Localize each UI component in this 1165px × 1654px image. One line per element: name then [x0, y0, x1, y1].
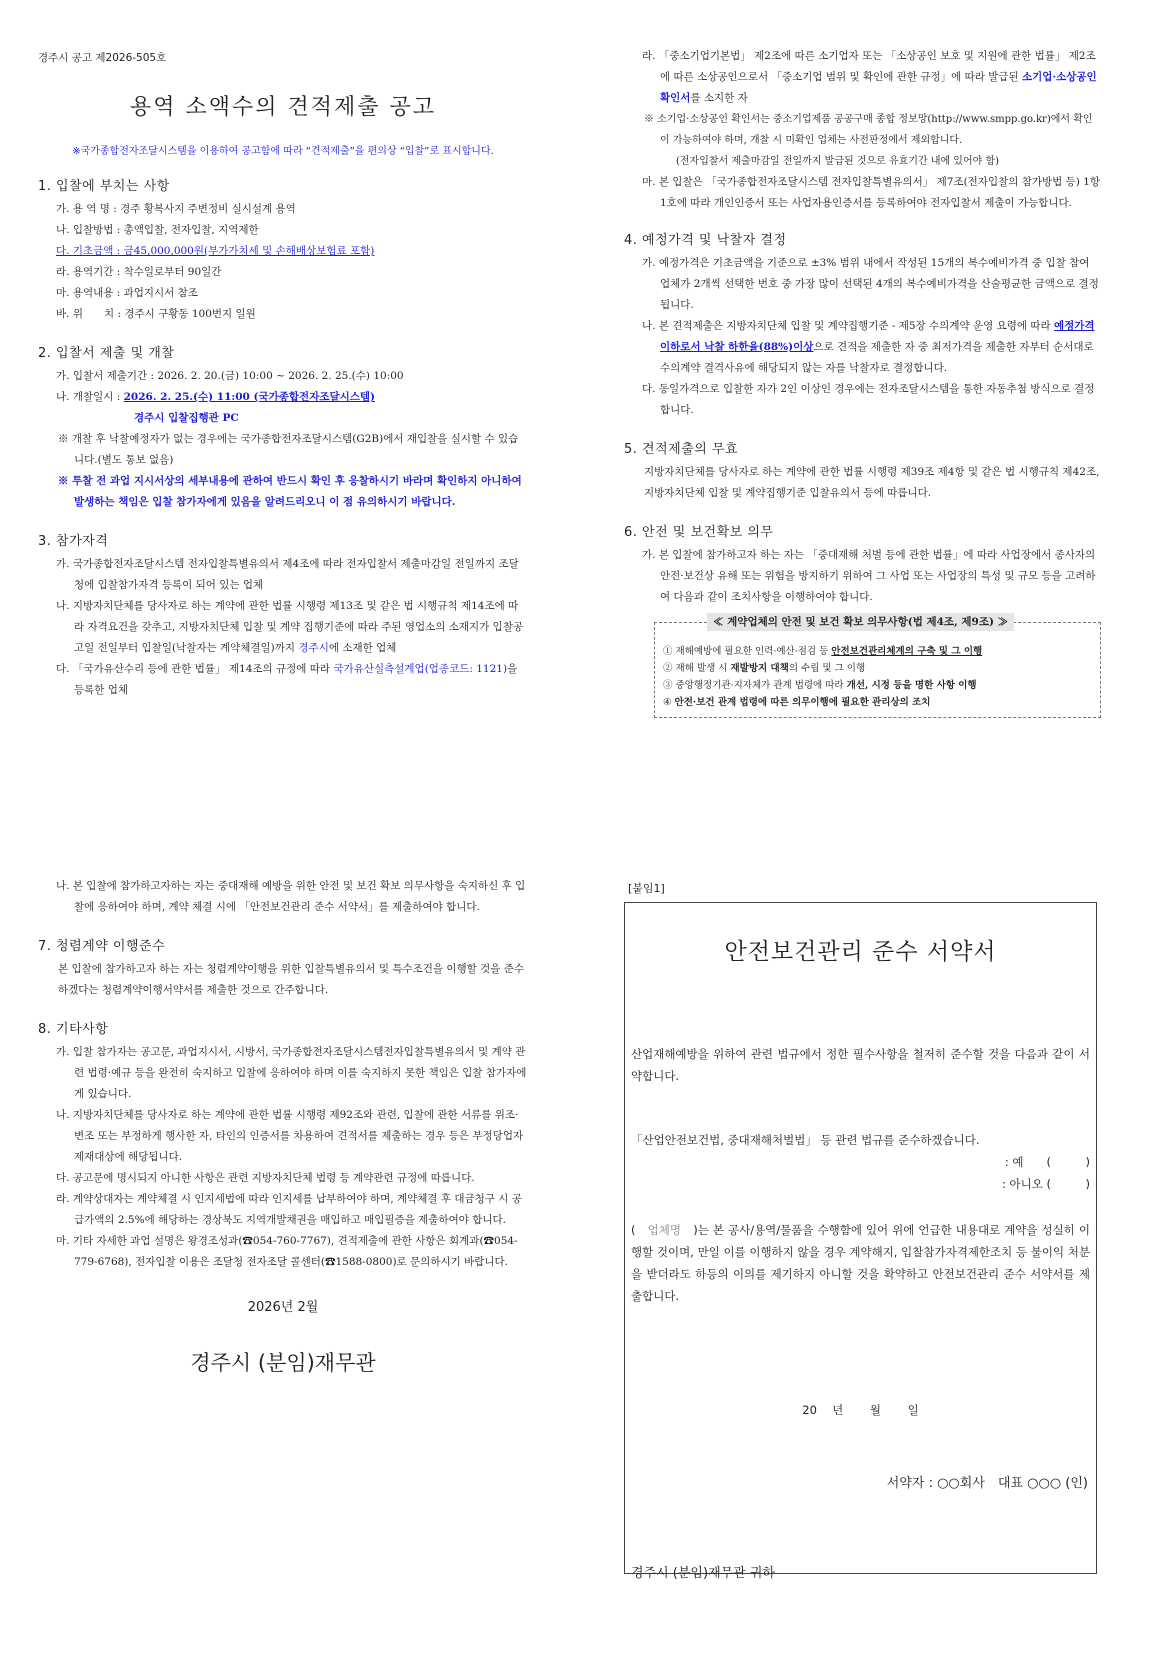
safety-item-emphasis: 안전보건관리체계의 구축 및 그 이행 [831, 646, 983, 657]
section-3-heading: 3. 참가자격 [38, 534, 109, 549]
s2-note-rebid: ※ 개찰 후 낙찰예정자가 없는 경우에는 국가종합전자조달시스템(G2B)에서 재입찰을 실시할 수 있습니다.(별도 통보 없음) [58, 433, 519, 466]
s2-opening-datetime: 2026. 2. 25.(수) 11:00 (국가종합전자조달시스템) [123, 391, 376, 403]
pledge-recipient: 경주시 (분임)재무관 귀하 [631, 1566, 775, 1581]
s3-small-business-cert: 소기업·소상공인확인서 [660, 71, 1097, 104]
pledge-option-no[interactable]: : 아니오 ( ) [1002, 1177, 1090, 1191]
pledge-form-title: 안전보건관리 준수 서약서 [724, 939, 997, 965]
s6-item-obligation: 가. 본 입찰에 참가하고자 하는 자는 「중대재해 처벌 등에 관한 법률」에 따라 사업장에서 종사자의 안전·보건상 유해 또는 위험을 방지하기 위하여 그 사업 또는 사업장의 특성 및 규모 등을 고려하여 다음과 같이 조치사항을 이행하여야 합니다. [642, 549, 1096, 603]
safety-obligation-title: ≪ 계약업체의 안전 및 보건 확보 의무사항(법 제4조, 제9조) ≫ [707, 613, 1014, 631]
s8-item: 마. 기타 자세한 과업 설명은 왕경조성과(☎054-760-7767), 견적제출에 관한 사항은 회계과(☎054-779-6768), 전자입찰 이용은 조달청 전자조달 콜센터(☎1588-0800)로 문의하시기 바랍니다. [56, 1235, 518, 1268]
s3-small-business-validity: (전자입찰서 제출마감일 전일까지 발급된 것으로 유효기간 내에 있어야 함) [676, 156, 1000, 167]
section-4-heading: 4. 예정가격 및 낙찰자 결정 [624, 233, 787, 248]
s3-item-certificate: 마. 본 입찰은 「국가종합전자조달시스템 전자입찰특별유의서」 제7조(전자입찰의 참가방법 등) 1항 1호에 따라 개인인증서 또는 사업자용인증서를 등록하여야 전자입찰서 제출이 가능합니다. [642, 176, 1101, 209]
s8-item: 다. 공고문에 명시되지 아니한 사항은 관련 지방자치단체 법령 등 계약관련 규정에 따릅니다. [56, 1172, 475, 1184]
section-1-heading: 1. 입찰에 부치는 사항 [38, 179, 170, 194]
s4-item-estimated-price: 가. 예정가격은 기초금액을 기준으로 ±3% 범위 내에서 작성된 15개의 복수예비가격 중 입찰 참여 업체가 2개씩 선택한 번호 중 가장 많이 선택된 4개의 복수예비가격을 산술평균한 금액으로 결정됩니다. [642, 257, 1099, 311]
notice-date: 2026년 2월 [247, 1300, 319, 1315]
s3-item-license-text: 다. 「국가유산수리 등에 관한 법률」 제14조의 규정에 따라 [56, 663, 334, 675]
safety-item [663, 643, 1092, 660]
safety-item [663, 694, 1092, 711]
section-5-heading: 5. 견적제출의 무효 [624, 442, 739, 457]
pledge-form [624, 902, 1097, 1581]
company-name-field[interactable]: 업체명 [647, 1223, 682, 1237]
notice-number: 경주시 공고 제2026-505호 [38, 52, 167, 64]
s3-small-business-text: 라. 「중소기업기본법」 제2조에 따른 소기업자 또는 「소상공인 보호 및 지원에 관한 법률」 제2조에 따른 소상공인으로서 「중소기업 범위 및 확인에 관한 규정」에 따라 발급된 [642, 50, 1096, 83]
s1-item-content: 마. 용역내용 : 과업지시서 참조 [56, 287, 198, 299]
safety-item-emphasis: 개선, 시정 등을 명한 사항 이행 [846, 680, 977, 691]
s4-item-tie: 다. 동일가격으로 입찰한 자가 2인 이상인 경우에는 전자조달시스템을 통한 자동추첨 방식으로 결정합니다. [642, 383, 1095, 416]
safety-item [663, 677, 1092, 694]
safety-item-tail: 의 수립 및 그 이행 [788, 663, 866, 674]
s1-item-method: 나. 입찰방법 : 총액입찰, 전자입찰, 지역제한 [56, 224, 259, 236]
s4-item-award [624, 316, 1101, 379]
pledge-option-yes[interactable]: : 예 ( ) [1004, 1155, 1090, 1169]
section-6-heading: 6. 안전 및 보건확보 의무 [624, 525, 774, 540]
s2-opening-prefix: 나. 개찰일시 : [56, 391, 124, 403]
issuer: 경주시 (분임)재무관 [190, 1351, 376, 1375]
s7-body: 본 입찰에 참가하고자 하는 자는 청렴계약이행을 위한 입찰특별유의서 및 특수조건을 이행할 것을 준수하겠다는 청렴계약이행서약서를 제출한 것으로 간주합니다. [58, 963, 525, 996]
s8-item: 나. 지방자치단체를 당사자로 하는 계약에 관한 법률 시행령 제92조와 관련, 입찰에 관한 서류를 위조·변조 또는 부정하게 행사한 자, 타인의 인증서를 차용하여 견적서를 제출하는 경우 등은 부정당업자 제재대상에 해당됩니다. [56, 1109, 524, 1163]
s3-item-small-business [624, 46, 1101, 109]
page-title: 용역 소액수의 견적제출 공고 [129, 95, 436, 120]
s3-item-license-type: 국가유산실측설계업(업종코드: 1121) [333, 663, 508, 675]
s2-submission-period: 가. 입찰서 제출기간 : 2026. 2. 20.(금) 10:00 ~ 2026. 2. 25.(수) 10:00 [56, 370, 404, 382]
safety-item-text: ④ [663, 697, 675, 708]
safety-item-text: ③ 중앙행정기관·지자체가 관계 법령에 따라 [663, 680, 847, 691]
s3-item-location-tail: 에 소재한 업체 [328, 642, 397, 654]
s3-item-location-city: 경주시 [298, 642, 329, 654]
left-bottom-column [38, 876, 528, 1378]
left-top-column [38, 48, 528, 701]
s3-item-location [38, 596, 528, 659]
s4-award-rate: 예정가격 이하로서 낙찰 하한율(88%)이상 [660, 320, 1095, 353]
s2-note-caution: ※ 투찰 전 과업 지시서상의 세부내용에 관하여 반드시 확인 후 응찰하시기 바라며 확인하지 아니하여 발생하는 책임은 입찰 참가자에게 있음을 알려드리오니 이 점 유의하시기 바랍니다. [58, 475, 522, 508]
pledge-date: 20 년 월 일 [802, 1403, 919, 1417]
s3-item-license [38, 659, 528, 701]
pledge-paren-open: ( [631, 1223, 648, 1237]
safety-item [663, 660, 1092, 677]
pledge-para-3 [631, 1219, 1090, 1307]
s2-opening-place: 경주시 입찰집행관 PC [134, 412, 239, 424]
s8-item: 가. 입찰 참가자는 공고문, 과업지시서, 시방서, 국가종합전자조달시스템전자입찰특별유의서 및 계약 관련 법령·예규 등을 완전히 숙지하고 입찰에 응하여야 하며 이를 숙지하지 못한 책임은 입찰 참가자에게 있습니다. [56, 1046, 527, 1100]
s3-item-license-tail: 을 등록한 업체 [74, 663, 518, 696]
s8-item: 라. 계약상대자는 계약체결 시 인지세법에 따라 인지세를 납부하여야 하며, 계약체결 후 대금청구 시 공급가액의 2.5%에 해당하는 경상북도 지역개발채권을 매입하고 매입필증을 제출하여야 합니다. [56, 1193, 522, 1226]
section-7-heading: 7. 청렴계약 이행준수 [38, 939, 166, 954]
pledge-para-2: 「산업안전보건법, 중대재해처벌법」 등 관련 법규를 준수하겠습니다. [631, 1133, 980, 1147]
pledge-para-3-text: )는 본 공사/용역/물품을 수행함에 있어 위에 언급한 내용대로 계약을 성실히 이행할 것이며, 만일 이를 이행하지 않을 경우 계약해지, 입찰참가자격제한조치 등 불이익 처분을 받더라도 하등의 이의를 제기하지 아니할 것을 확약하고 안전보건관리 준수 서약서를 제출합니다. [631, 1223, 1090, 1303]
section-8-heading: 8. 기타사항 [38, 1022, 109, 1037]
safety-item-text: ① 재해예방에 필요한 인력·예산·점검 등 [663, 646, 832, 657]
s4-award-text: 나. 본 견적제출은 지방자치단체 입찰 및 계약집행기준 - 제5장 수의계약 운영 요령에 따라 [642, 320, 1054, 332]
s3-item-location-text: 나. 지방자치단체를 당사자로 하는 계약에 관한 법률 시행령 제13조 및 같은 법 시행규칙 제14조에 따라 자격요건을 갖추고, 지방자치단체 입찰 및 계약 집행기준에 따라 주된 영업소의 소재지가 입찰공고일 전일부터 입찰일(낙찰자는 계약체결일)까지 [56, 600, 524, 654]
section-2-heading: 2. 입찰서 제출 및 개찰 [38, 346, 175, 361]
s3-small-business-note: ※ 소기업·소상공인 확인서는 중소기업제품 공공구매 종합 정보망(http://www.smpp.go.kr)에서 확인이 가능하여야 하며, 개찰 시 미확인 업체는 사전판정에서 제외합니다. [644, 114, 1093, 146]
s6-item-pledge: 나. 본 입찰에 참가하고자하는 자는 중대재해 예방을 위한 안전 및 보건 확보 의무사항을 숙지하신 후 입찰에 응하여야 하며, 계약 체결 시에 「안전보건관리 준수 서약서」를 제출하여야 합니다. [56, 880, 526, 913]
safety-obligation-box [654, 616, 1101, 718]
right-top-column [624, 46, 1101, 718]
safety-item-text: ② 재해 발생 시 [663, 663, 731, 674]
s1-item-base-amount: 다. 기초금액 : 금45,000,000원(부가가치세 및 손해배상보험료 포함) [56, 245, 375, 257]
notice-banner: ※국가종합전자조달시스템을 이용하여 공고함에 따라 “견적제출”을 편의상 “입찰”로 표시합니다. [72, 146, 494, 157]
s2-opening [38, 387, 528, 408]
pledge-signer: 서약자 : ○○회사 대표 ○○○ (인) [886, 1476, 1088, 1491]
s1-item-name: 가. 용 역 명 : 경주 황복사지 주변정비 실시설계 용역 [56, 203, 296, 215]
safety-item-emphasis: 안전·보건 관계 법령에 따른 의무이행에 필요한 관리상의 조치 [674, 697, 931, 708]
s5-body: 지방자치단체를 당사자로 하는 계약에 관한 법률 시행령 제39조 제4항 및 같은 법 시행규칙 제42조, 지방자치단체 입찰 및 계약집행기준 입찰유의서 등에 따릅니다. [644, 466, 1100, 499]
s4-award-tail: 으로 견적을 제출한 자 중 최저가격을 제출한 자부터 순서대로 수의계약 결격사유에 해당되지 않는 자를 낙찰자로 결정합니다. [660, 341, 1094, 374]
s1-item-period: 라. 용역기간 : 착수일로부터 90일간 [56, 266, 222, 278]
s3-small-business-tail: 를 소지한 자 [690, 92, 748, 104]
attachment-label: [붙임1] [628, 882, 665, 895]
s3-item-registration: 가. 국가종합전자조달시스템 전자입찰특별유의서 제4조에 따라 전자입찰서 제출마감일 전일까지 조달청에 입찰참가자격 등록이 되어 있는 업체 [56, 558, 519, 591]
s1-item-location: 바. 위 치 : 경주시 구황동 100번지 일원 [56, 308, 256, 320]
safety-item-emphasis: 재발방지 대책 [730, 663, 789, 674]
pledge-para-1: 산업재해예방을 위하여 관련 법규에서 정한 필수사항을 철저히 준수할 것을 다음과 같이 서약합니다. [631, 1047, 1090, 1083]
